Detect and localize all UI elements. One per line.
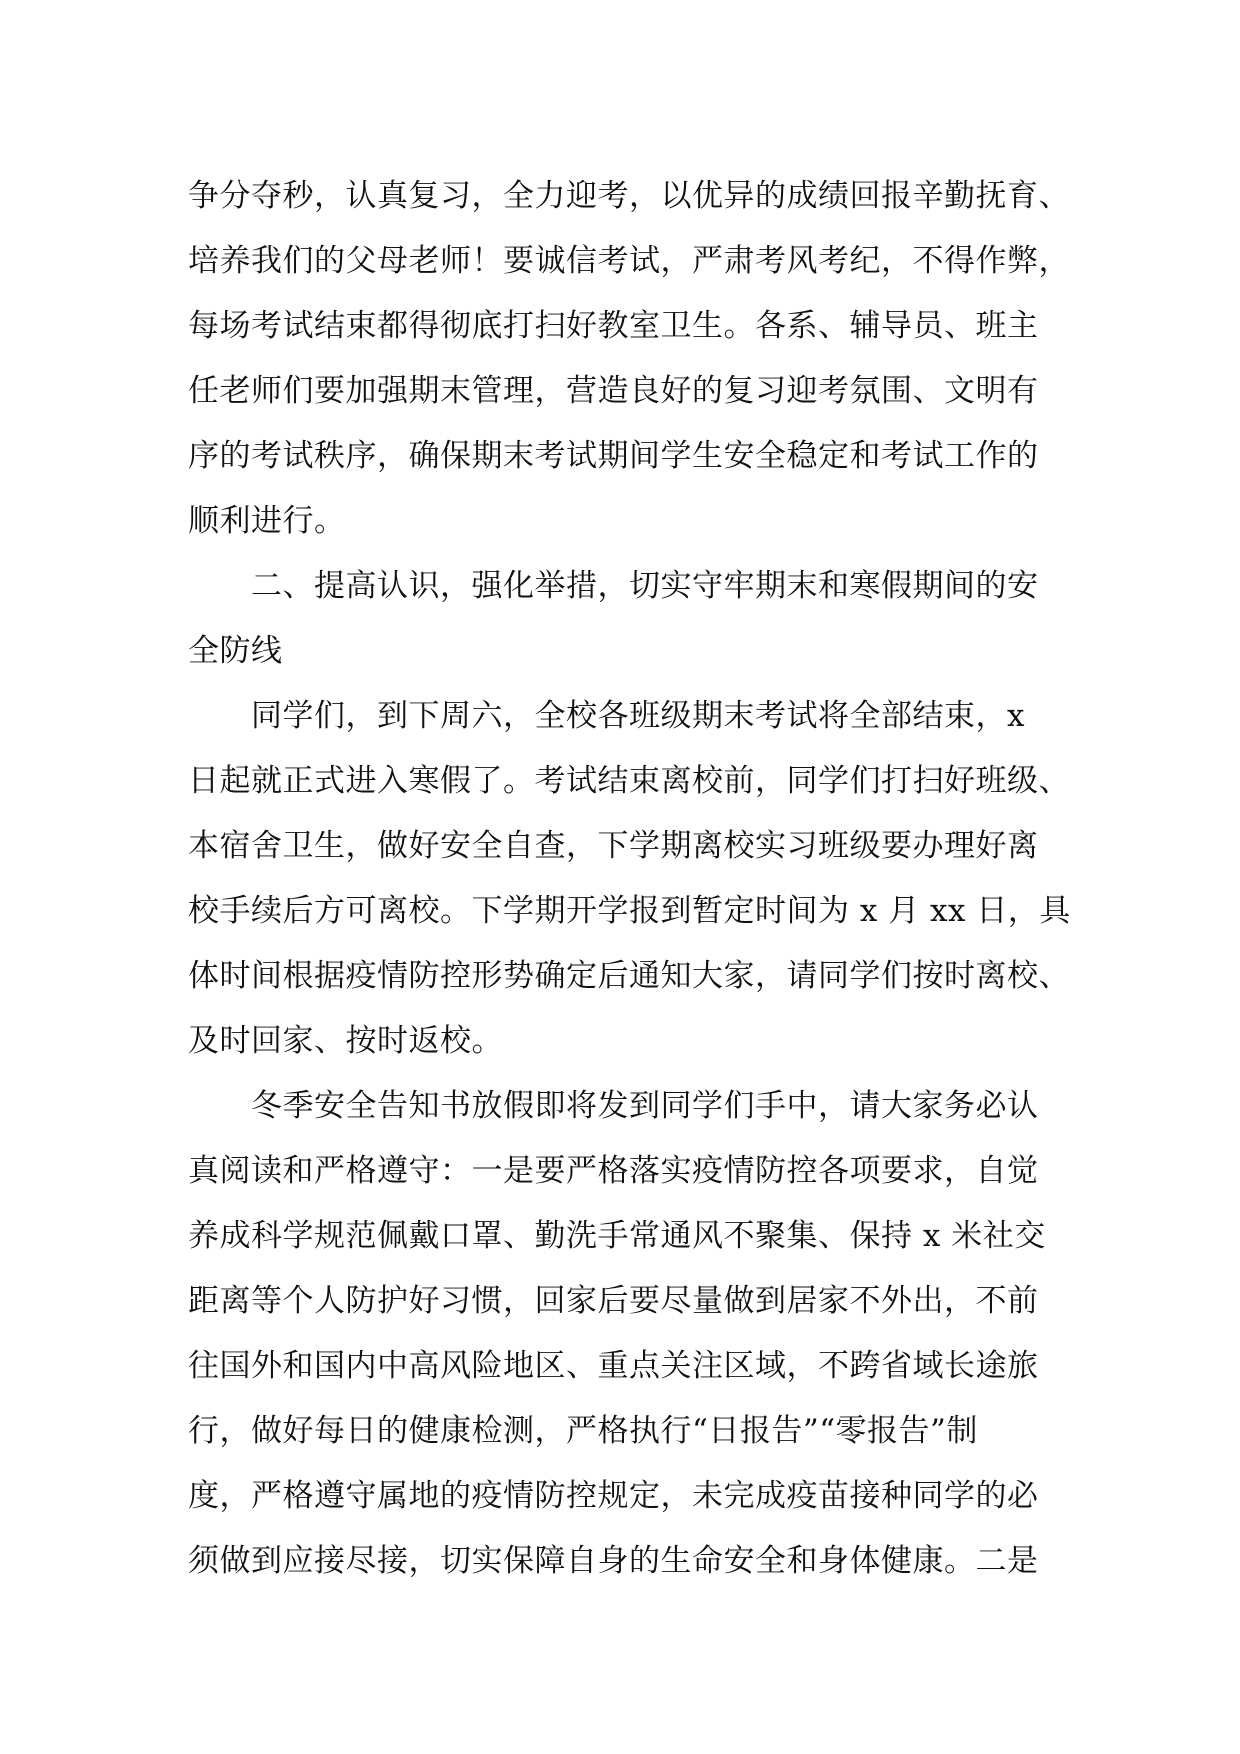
paragraph-winter-break xyxy=(188,684,1071,1074)
text-line: 及时回家、按时返校。 xyxy=(188,1023,503,1059)
text-line: 序的考试秩序，确保期末考试期间学生安全稳定和考试工作的 xyxy=(188,438,1039,474)
text-line: 培养我们的父母老师！要诚信考试，严肃考风考纪，不得作弊， xyxy=(188,243,1070,279)
text-line: 行，做好每日的健康检测，严格执行“日报告”“零报告”制 xyxy=(188,1413,978,1449)
text-line: 度，严格遵守属地的疫情防控规定，未完成疫苗接种同学的必 xyxy=(188,1478,1039,1514)
text-line: 日起就正式进入寒假了。考试结束离校前，同学们打扫好班级、 xyxy=(188,763,1070,799)
text-line: 每场考试结束都得彻底打扫好教室卫生。各系、辅导员、班主 xyxy=(188,308,1039,344)
text-line: 本宿舍卫生，做好安全自查，下学期离校实习班级要办理好离 xyxy=(188,828,1039,864)
text-line: 冬季安全告知书放假即将发到同学们手中，请大家务必认 xyxy=(251,1088,1039,1124)
section-heading-safety xyxy=(188,554,1058,684)
text-line: 须做到应接尽接，切实保障自身的生命安全和身体健康。二是 xyxy=(188,1543,1039,1579)
heading-line: 全防线 xyxy=(188,633,283,669)
paragraph-exam-preparation xyxy=(188,164,1070,554)
text-line: 养成科学规范佩戴口罩、勤洗手常通风不聚集、保持 x 米社交 xyxy=(188,1218,1046,1254)
text-line: 真阅读和严格遵守：一是要严格落实疫情防控各项要求，自觉 xyxy=(188,1153,1039,1189)
text-line: 往国外和国内中高风险地区、重点关注区域，不跨省域长途旅 xyxy=(188,1348,1039,1384)
heading-line: 二、提高认识，强化举措，切实守牢期末和寒假期间的安 xyxy=(251,568,1039,604)
text-line: 任老师们要加强期末管理，营造良好的复习迎考氛围、文明有 xyxy=(188,373,1039,409)
document-body xyxy=(188,164,1071,1594)
paragraph-safety-notice xyxy=(188,1074,1058,1594)
text-line: 体时间根据疫情防控形势确定后通知大家，请同学们按时离校、 xyxy=(188,958,1070,994)
text-line: 争分夺秒，认真复习，全力迎考，以优异的成绩回报辛勤抚育、 xyxy=(188,178,1070,214)
text-line: 顺利进行。 xyxy=(188,503,346,539)
text-line: 距离等个人防护好习惯，回家后要尽量做到居家不外出，不前 xyxy=(188,1283,1039,1319)
text-line: 校手续后方可离校。下学期开学报到暂定时间为 x 月 xx 日，具 xyxy=(188,893,1071,929)
text-line: 同学们，到下周六，全校各班级期末考试将全部结束，x xyxy=(251,698,1025,734)
